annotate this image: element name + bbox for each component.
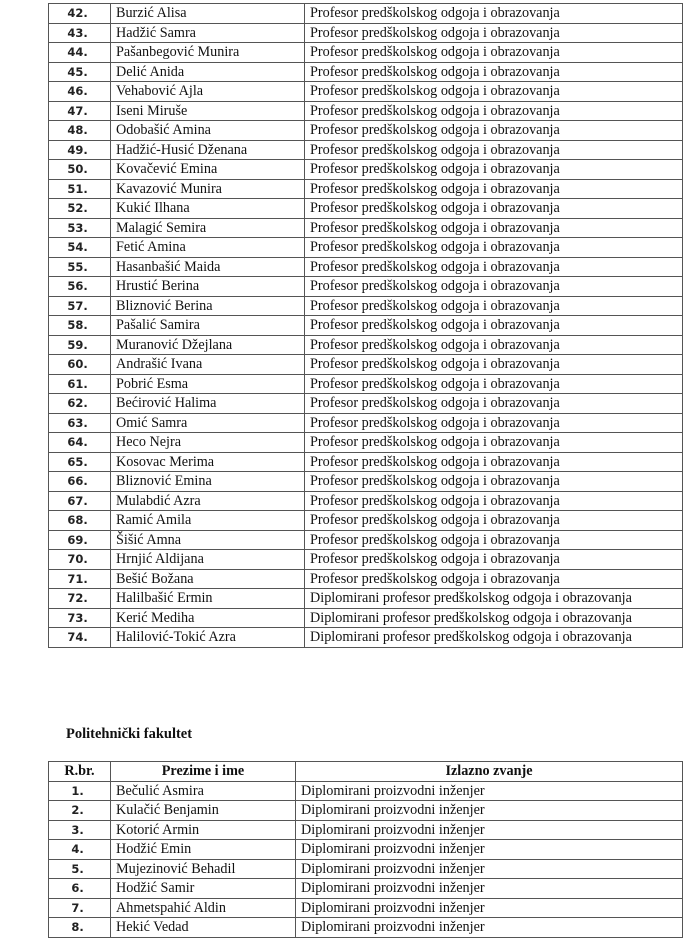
row-number: 58. <box>49 316 111 336</box>
row-name: Hadžić-Husić Dženana <box>111 140 305 160</box>
row-number: 53. <box>49 218 111 238</box>
politehnicki-graduates-table <box>48 761 683 938</box>
table-header-row <box>49 762 683 782</box>
table-row <box>49 296 683 316</box>
table-row <box>49 511 683 531</box>
row-name: Halilović-Tokić Azra <box>111 628 305 648</box>
row-title: Profesor predškolskog odgoja i obrazovanja <box>305 316 683 336</box>
table-row <box>49 277 683 297</box>
row-name: Halilbašić Ermin <box>111 589 305 609</box>
row-number: 7. <box>49 898 111 918</box>
row-number: 45. <box>49 62 111 82</box>
row-name: Bećirović Halima <box>111 394 305 414</box>
row-name: Malagić Semira <box>111 218 305 238</box>
table-row <box>49 374 683 394</box>
row-title: Diplomirani proizvodni inženjer <box>296 879 683 899</box>
header-rbr: R.br. <box>49 762 111 782</box>
row-name: Hodžić Emin <box>111 840 296 860</box>
row-title: Profesor predškolskog odgoja i obrazovanja <box>305 160 683 180</box>
row-name: Hrustić Berina <box>111 277 305 297</box>
row-number: 2. <box>49 801 111 821</box>
row-number: 62. <box>49 394 111 414</box>
row-number: 49. <box>49 140 111 160</box>
row-title: Profesor predškolskog odgoja i obrazovanja <box>305 374 683 394</box>
row-name: Hadžić Samra <box>111 23 305 43</box>
table-row <box>49 608 683 628</box>
row-number: 8. <box>49 918 111 938</box>
row-name: Kotorić Armin <box>111 820 296 840</box>
table-row <box>49 140 683 160</box>
row-name: Hrnjić Aldijana <box>111 550 305 570</box>
table-row <box>49 589 683 609</box>
row-number: 56. <box>49 277 111 297</box>
table-row <box>49 179 683 199</box>
row-name: Mulabdić Azra <box>111 491 305 511</box>
row-number: 43. <box>49 23 111 43</box>
row-name: Fetić Amina <box>111 238 305 258</box>
row-number: 6. <box>49 879 111 899</box>
row-name: Ahmetspahić Aldin <box>111 898 296 918</box>
table-row <box>49 394 683 414</box>
row-title: Profesor predškolskog odgoja i obrazovanja <box>305 452 683 472</box>
table-row <box>49 820 683 840</box>
table-row <box>49 859 683 879</box>
table-row <box>49 62 683 82</box>
table-row <box>49 43 683 63</box>
row-number: 68. <box>49 511 111 531</box>
table-row <box>49 218 683 238</box>
section-heading-politehnicki: Politehnički fakultet <box>66 726 193 742</box>
row-number: 48. <box>49 121 111 141</box>
row-number: 54. <box>49 238 111 258</box>
row-name: Iseni Miruše <box>111 101 305 121</box>
table-row <box>49 898 683 918</box>
row-title: Profesor predškolskog odgoja i obrazovanja <box>305 257 683 277</box>
table-row <box>49 101 683 121</box>
table-row <box>49 355 683 375</box>
row-title: Profesor predškolskog odgoja i obrazovanja <box>305 511 683 531</box>
row-title: Profesor predškolskog odgoja i obrazovanja <box>305 62 683 82</box>
table-row <box>49 491 683 511</box>
row-number: 59. <box>49 335 111 355</box>
row-number: 4. <box>49 840 111 860</box>
table-row <box>49 530 683 550</box>
row-name: Odobašić Amina <box>111 121 305 141</box>
row-name: Hekić Vedad <box>111 918 296 938</box>
row-name: Kovačević Emina <box>111 160 305 180</box>
row-number: 71. <box>49 569 111 589</box>
row-name: Kukić Ilhana <box>111 199 305 219</box>
row-title: Diplomirani proizvodni inženjer <box>296 781 683 801</box>
row-title: Profesor predškolskog odgoja i obrazovanja <box>305 550 683 570</box>
row-title: Profesor predškolskog odgoja i obrazovanja <box>305 472 683 492</box>
row-number: 51. <box>49 179 111 199</box>
row-number: 69. <box>49 530 111 550</box>
table-row <box>49 238 683 258</box>
row-name: Šišić Amna <box>111 530 305 550</box>
table-row <box>49 472 683 492</box>
row-title: Diplomirani profesor predškolskog odgoja i obrazovanja <box>305 608 683 628</box>
row-number: 57. <box>49 296 111 316</box>
row-title: Profesor predškolskog odgoja i obrazovanja <box>305 394 683 414</box>
row-number: 42. <box>49 4 111 24</box>
row-name: Pašanbegović Munira <box>111 43 305 63</box>
row-title: Profesor predškolskog odgoja i obrazovanja <box>305 140 683 160</box>
table-row <box>49 4 683 24</box>
row-title: Profesor predškolskog odgoja i obrazovanja <box>305 413 683 433</box>
row-name: Vehabović Ajla <box>111 82 305 102</box>
table-row <box>49 781 683 801</box>
row-name: Omić Samra <box>111 413 305 433</box>
table-row <box>49 801 683 821</box>
row-number: 64. <box>49 433 111 453</box>
row-number: 5. <box>49 859 111 879</box>
graduates-table-body <box>49 4 683 648</box>
row-name: Kosovac Merima <box>111 452 305 472</box>
row-title: Diplomirani profesor predškolskog odgoja i obrazovanja <box>305 589 683 609</box>
row-title: Profesor predškolskog odgoja i obrazovanja <box>305 355 683 375</box>
row-title: Diplomirani proizvodni inženjer <box>296 859 683 879</box>
header-title: Izlazno zvanje <box>296 762 683 782</box>
row-number: 60. <box>49 355 111 375</box>
table-row <box>49 335 683 355</box>
row-title: Profesor predškolskog odgoja i obrazovanja <box>305 218 683 238</box>
row-title: Profesor predškolskog odgoja i obrazovanja <box>305 23 683 43</box>
row-name: Kerić Mediha <box>111 608 305 628</box>
row-title: Diplomirani proizvodni inženjer <box>296 801 683 821</box>
row-number: 1. <box>49 781 111 801</box>
row-name: Bečulić Asmira <box>111 781 296 801</box>
row-title: Diplomirani proizvodni inženjer <box>296 820 683 840</box>
row-name: Bliznović Berina <box>111 296 305 316</box>
row-number: 47. <box>49 101 111 121</box>
row-number: 67. <box>49 491 111 511</box>
row-title: Profesor predškolskog odgoja i obrazovanja <box>305 335 683 355</box>
row-name: Andrašić Ivana <box>111 355 305 375</box>
row-name: Burzić Alisa <box>111 4 305 24</box>
row-name: Mujezinović Behadil <box>111 859 296 879</box>
table-row <box>49 23 683 43</box>
table-row <box>49 569 683 589</box>
politehnicki-table-body <box>49 781 683 937</box>
row-title: Diplomirani proizvodni inženjer <box>296 918 683 938</box>
row-name: Pobrić Esma <box>111 374 305 394</box>
row-title: Profesor predškolskog odgoja i obrazovanja <box>305 121 683 141</box>
row-title: Profesor predškolskog odgoja i obrazovanja <box>305 101 683 121</box>
row-name: Kulačić Benjamin <box>111 801 296 821</box>
table-row <box>49 550 683 570</box>
graduates-table-continued <box>48 3 683 648</box>
row-title: Profesor predškolskog odgoja i obrazovanja <box>305 4 683 24</box>
row-name: Bešić Božana <box>111 569 305 589</box>
row-number: 70. <box>49 550 111 570</box>
row-name: Heco Nejra <box>111 433 305 453</box>
row-title: Diplomirani proizvodni inženjer <box>296 840 683 860</box>
row-name: Hodžić Samir <box>111 879 296 899</box>
table-row <box>49 257 683 277</box>
row-number: 52. <box>49 199 111 219</box>
table-row <box>49 879 683 899</box>
row-title: Profesor predškolskog odgoja i obrazovanja <box>305 530 683 550</box>
row-number: 55. <box>49 257 111 277</box>
row-title: Profesor predškolskog odgoja i obrazovanja <box>305 43 683 63</box>
row-name: Muranović Džejlana <box>111 335 305 355</box>
row-number: 46. <box>49 82 111 102</box>
row-title: Profesor predškolskog odgoja i obrazovanja <box>305 199 683 219</box>
row-title: Profesor predškolskog odgoja i obrazovanja <box>305 179 683 199</box>
row-name: Pašalić Samira <box>111 316 305 336</box>
row-number: 63. <box>49 413 111 433</box>
table-row <box>49 316 683 336</box>
row-title: Diplomirani profesor predškolskog odgoja i obrazovanja <box>305 628 683 648</box>
table-row <box>49 413 683 433</box>
row-name: Ramić Amila <box>111 511 305 531</box>
row-number: 73. <box>49 608 111 628</box>
row-title: Profesor predškolskog odgoja i obrazovanja <box>305 433 683 453</box>
row-title: Profesor predškolskog odgoja i obrazovanja <box>305 277 683 297</box>
table-row <box>49 628 683 648</box>
table-row <box>49 452 683 472</box>
row-name: Bliznović Emina <box>111 472 305 492</box>
row-number: 72. <box>49 589 111 609</box>
row-name: Hasanbašić Maida <box>111 257 305 277</box>
table-row <box>49 82 683 102</box>
table-row <box>49 918 683 938</box>
row-number: 61. <box>49 374 111 394</box>
row-number: 74. <box>49 628 111 648</box>
row-number: 50. <box>49 160 111 180</box>
row-title: Profesor predškolskog odgoja i obrazovanja <box>305 569 683 589</box>
table-row <box>49 840 683 860</box>
table-row <box>49 199 683 219</box>
row-title: Profesor predškolskog odgoja i obrazovanja <box>305 296 683 316</box>
row-title: Profesor predškolskog odgoja i obrazovanja <box>305 238 683 258</box>
row-name: Kavazović Munira <box>111 179 305 199</box>
table-row <box>49 433 683 453</box>
row-number: 65. <box>49 452 111 472</box>
row-title: Diplomirani proizvodni inženjer <box>296 898 683 918</box>
row-title: Profesor predškolskog odgoja i obrazovanja <box>305 491 683 511</box>
row-number: 3. <box>49 820 111 840</box>
row-title: Profesor predškolskog odgoja i obrazovanja <box>305 82 683 102</box>
header-name: Prezime i ime <box>111 762 296 782</box>
row-number: 66. <box>49 472 111 492</box>
row-name: Delić Anida <box>111 62 305 82</box>
table-row <box>49 121 683 141</box>
table-row <box>49 160 683 180</box>
row-number: 44. <box>49 43 111 63</box>
